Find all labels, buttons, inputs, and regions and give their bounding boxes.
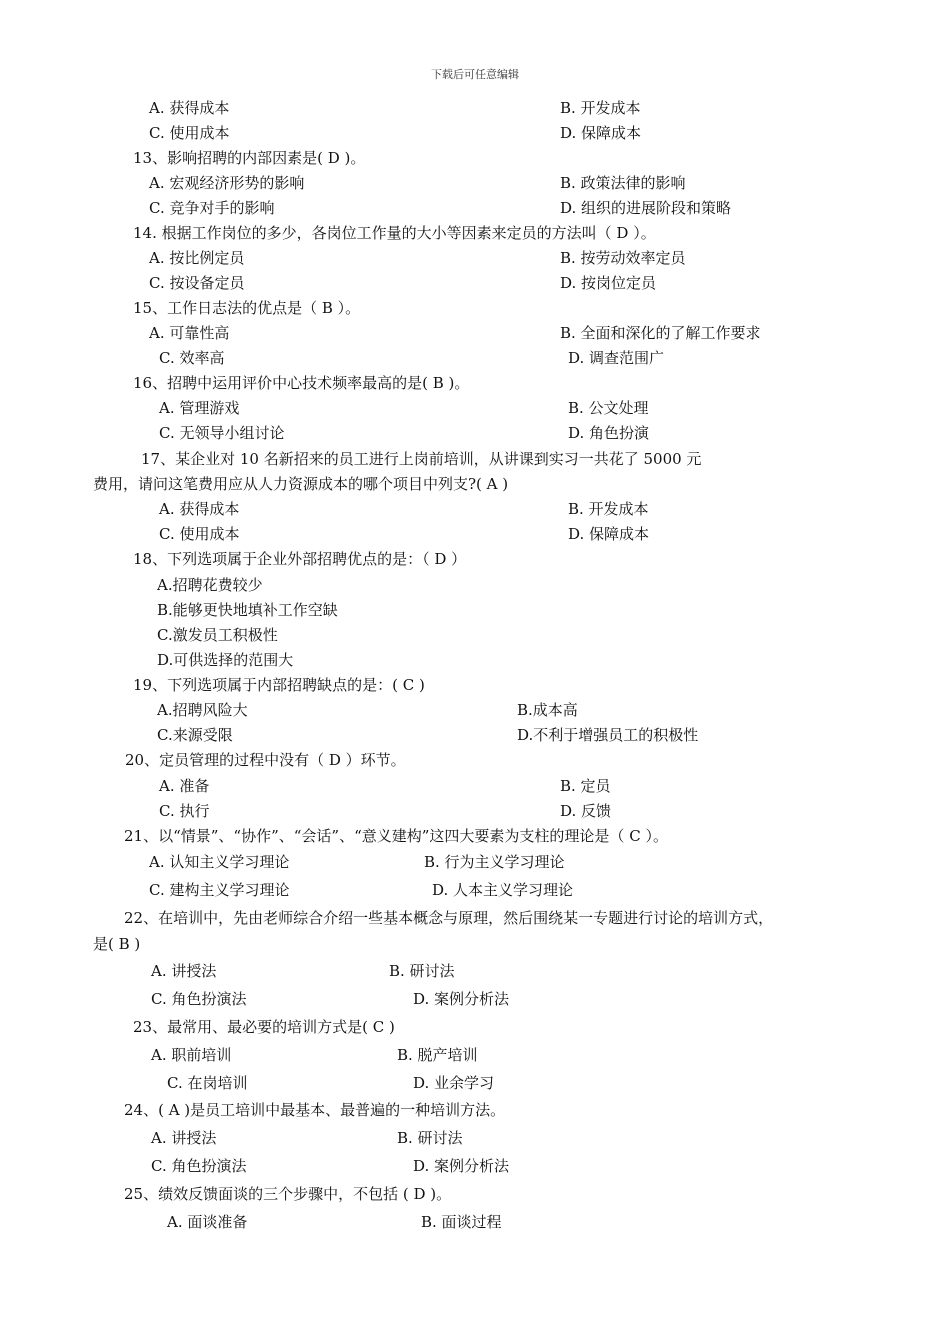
question-line: 15、工作日志法的优点是（ B ）。 <box>133 299 361 317</box>
question-line: 16、招聘中运用评价中心技术频率最高的是( B )。 <box>133 374 470 392</box>
option-line: A. 宏观经济形势的影响 <box>149 174 305 192</box>
option-line: A. 讲授法 <box>151 962 217 980</box>
option-line: C. 角色扮演法 <box>151 990 247 1008</box>
option-line: B. 面谈过程 <box>421 1213 502 1231</box>
option-line: C. 在岗培训 <box>167 1074 248 1092</box>
option-line: D. 反馈 <box>560 802 612 820</box>
option-line: A.招聘风险大 <box>157 701 248 719</box>
option-line: C. 建构主义学习理论 <box>149 881 290 899</box>
option-line: C. 执行 <box>159 802 210 820</box>
option-line: C. 按设备定员 <box>149 274 245 292</box>
option-line: D. 业余学习 <box>413 1074 495 1092</box>
option-line: 费用，请问这笔费用应从人力资源成本的哪个项目中列支?( A ) <box>93 475 509 493</box>
option-line: D.可供选择的范围大 <box>157 651 294 669</box>
option-line: B. 脱产培训 <box>397 1046 478 1064</box>
option-line: A. 职前培训 <box>151 1046 232 1064</box>
question-line: 25、绩效反馈面谈的三个步骤中，不包括 ( D )。 <box>124 1185 452 1203</box>
option-line: D. 保障成本 <box>560 124 642 142</box>
option-line: D.不利于增强员工的积极性 <box>517 726 699 744</box>
question-line: 22、在培训中，先由老师综合介绍一些基本概念与原理，然后围绕某一专题进行讨论的培训方式， <box>124 909 774 927</box>
option-line: B.能够更快地填补工作空缺 <box>157 601 338 619</box>
option-line: B. 按劳动效率定员 <box>560 249 686 267</box>
question-line: 19、下列选项属于内部招聘缺点的是：( C ) <box>133 676 425 694</box>
page-header: 下载后可任意编辑 <box>431 68 519 81</box>
option-line: D. 案例分析法 <box>413 990 510 1008</box>
option-line: C.来源受限 <box>157 726 233 744</box>
option-line: A. 获得成本 <box>149 99 230 117</box>
option-line: A. 按比例定员 <box>149 249 245 267</box>
option-line: B. 政策法律的影响 <box>560 174 686 192</box>
option-line: C. 竞争对手的影响 <box>149 199 275 217</box>
question-line: 24、( A )是员工培训中最基本、最普遍的一种培训方法。 <box>124 1101 506 1119</box>
option-line: C. 使用成本 <box>149 124 230 142</box>
option-line: B. 定员 <box>560 777 611 795</box>
option-line: C. 使用成本 <box>159 525 240 543</box>
option-line: A. 面谈准备 <box>167 1213 248 1231</box>
option-line: A.招聘花费较少 <box>157 576 263 594</box>
option-line: A. 准备 <box>159 777 210 795</box>
option-line: C.激发员工积极性 <box>157 626 278 644</box>
option-line: C. 无领导小组讨论 <box>159 424 285 442</box>
option-line: D. 组织的进展阶段和策略 <box>560 199 732 217</box>
option-line: D. 人本主义学习理论 <box>432 881 574 899</box>
option-line: D. 案例分析法 <box>413 1157 510 1175</box>
option-line: D. 角色扮演 <box>568 424 650 442</box>
option-line: A. 认知主义学习理论 <box>149 853 290 871</box>
option-line: D. 调查范围广 <box>568 349 665 367</box>
option-line: B. 行为主义学习理论 <box>424 853 565 871</box>
question-line: 13、影响招聘的内部因素是( D )。 <box>133 149 366 167</box>
option-line: A. 获得成本 <box>159 500 240 518</box>
question-line: 23、最常用、最必要的培训方式是( C ) <box>133 1018 395 1036</box>
option-line: A. 管理游戏 <box>159 399 240 417</box>
option-line: D. 保障成本 <box>568 525 650 543</box>
option-line: A. 可靠性高 <box>149 324 230 342</box>
question-line: 14. 根据工作岗位的多少，各岗位工作量的大小等因素来定员的方法叫（ D ）。 <box>133 224 656 242</box>
option-line: B. 公文处理 <box>568 399 649 417</box>
question-line: 17、某企业对 10 名新招来的员工进行上岗前培训，从讲课到实习一共花了 5000 元 <box>141 450 702 468</box>
option-line: C. 效率高 <box>159 349 225 367</box>
option-line: B. 开发成本 <box>560 99 641 117</box>
option-line: C. 角色扮演法 <box>151 1157 247 1175</box>
question-line: 20、定员管理的过程中没有（ D ）环节。 <box>125 751 406 769</box>
question-line: 18、下列选项属于企业外部招聘优点的是：（ D ） <box>133 550 467 568</box>
option-line: B.成本高 <box>517 701 578 719</box>
option-line: A. 讲授法 <box>151 1129 217 1147</box>
option-line: D. 按岗位定员 <box>560 274 657 292</box>
option-line: B. 全面和深化的了解工作要求 <box>560 324 761 342</box>
option-line: B. 研讨法 <box>389 962 455 980</box>
question-line: 21、以“情景”、“协作”、“会话”、“意义建构”这四大要素为支柱的理论是（ C ）。 <box>124 827 668 845</box>
option-line: B. 研讨法 <box>397 1129 463 1147</box>
option-line: B. 开发成本 <box>568 500 649 518</box>
option-line: 是( B ) <box>93 935 141 953</box>
